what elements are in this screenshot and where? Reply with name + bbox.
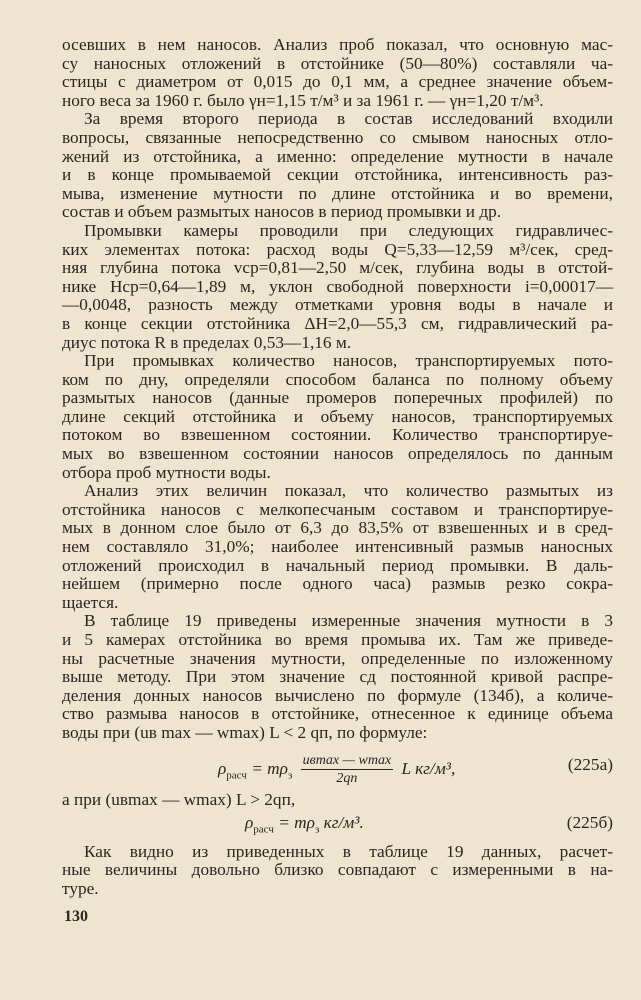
text-line: Как видно из приведенных в таблице 19 данных, расчет- [84, 841, 613, 861]
text-line: отбора проб мутности воды. [62, 462, 271, 482]
paragraph [62, 352, 613, 482]
text-line: диус потока R в пределах 0,53—1,16 м. [62, 332, 352, 352]
text-line: ких элементах потока: расход воды Q=5,33—12,59 м³/сек, сред- [62, 239, 613, 259]
text-line: отложений происходил в начальный период промывки. В даль- [62, 555, 613, 575]
text-line: нике Hср=0,64—1,89 м, уклон свободной поверхности i=0,00017— [62, 276, 613, 296]
equation-number: (225а) [567, 754, 613, 774]
text-line: мых в донном слое было от 6,3 до 83,5% от взвешенных и в сред- [62, 518, 613, 538]
equation-number: (225б) [566, 812, 613, 832]
text-line: При промывках количество наносов, транспортируемых пото- [84, 351, 613, 371]
text-line: ство размыва наносов в отстойнике, отнесенное к единице объема [62, 704, 613, 724]
text-line: нейшем (примерно после одного часа) размыв резко сокра- [62, 574, 613, 594]
text-line: няя глубина потока vср=0,81—2,50 м/сек, глубина воды в отстой- [62, 258, 613, 278]
text-line: отстойника наносов с мелкопесчаным составом и транспортируе- [62, 499, 613, 519]
text-line: стицы с диаметром от 0,015 до 0,1 мм, а среднее значение объем- [62, 72, 613, 92]
text-line: нем составляло 31,0%; наиболее интенсивный размыв наносных [62, 537, 613, 557]
formula-subscript: расч [253, 823, 274, 836]
text-line: и в конце промываемой секции отстойника, интенсивность раз- [62, 165, 613, 185]
text-block-bottom [62, 843, 613, 899]
page-number: 130 [64, 908, 88, 925]
text-line: За время второго периода в состав исследований входили [84, 109, 613, 129]
formula-225b-expression [245, 813, 364, 835]
formula-condition: а при (uвmax — wmax) L > 2qп, [62, 789, 296, 809]
text-block-top [62, 36, 613, 743]
text-line: размытых наносов (данные промеров поперечных профилей) по [62, 388, 613, 408]
text-line: ного веса за 1960 г. было γн=1,15 т/м³ и за 1961 г. — γн=1,20 т/м³. [62, 90, 544, 110]
text-line: мых во взвешенном состоянии наносов определялось по данным [62, 444, 613, 464]
text-line: —0,0048, разность между отметками уровня воды в начале и [62, 295, 613, 315]
formula-225a-expression [218, 753, 455, 787]
formula-units: кг/м³. [319, 812, 364, 832]
paragraph [62, 843, 613, 899]
formula-fraction [301, 753, 394, 787]
text-line: жений из отстойника, а именно: определение мутности в начале [62, 146, 613, 166]
text-line: в конце секции отстойника ΔH=2,0—55,3 см, гидравлический ра- [62, 313, 613, 333]
text-line: щается. [62, 592, 119, 612]
text-line: потоком во взвешенном состоянии. Количество транспортируе- [62, 425, 613, 445]
formula-symbol: ρ [218, 758, 227, 778]
formula-text: = mρ [273, 812, 315, 832]
paragraph [62, 482, 613, 612]
text-line: су наносных отложений в отстойнике (50—80%) составляли ча- [62, 53, 613, 73]
text-line: деления донных наносов вычислено по формуле (134б), а количе- [62, 685, 613, 705]
page-body [62, 36, 613, 898]
text-line: и 5 камерах отстойника во время промыва их. Там же приведе- [62, 630, 613, 649]
text-line: ны расчетные значения мутности, определенные по изложенному [62, 648, 613, 668]
fraction-numerator: uвmax — wmax [302, 752, 392, 768]
formula-symbol: ρ [245, 812, 254, 832]
formula-subscript: з [287, 768, 293, 781]
text-line: вопросы, связанные непосредственно со смывом наносных отло- [62, 127, 613, 147]
formula-text: = mρ [246, 758, 288, 778]
formula-subscript: з [314, 823, 320, 836]
paragraph [62, 110, 613, 222]
paragraph [62, 612, 613, 742]
paragraph [62, 36, 613, 110]
formula-225a [62, 747, 613, 787]
text-line: состав и объем размытых наносов в период промывки и др. [62, 202, 502, 222]
fraction-denominator: 2qп [336, 770, 358, 786]
text-line: Анализ этих величин показал, что количество размытых из [84, 481, 613, 501]
formula-225b [62, 811, 613, 837]
text-line: туре. [62, 878, 99, 898]
text-line: осевших в нем наносов. Анализ проб показал, что основную мас- [62, 35, 613, 54]
text-line: ные величины довольно близко совпадают с измеренными в на- [62, 860, 613, 880]
paragraph [62, 222, 613, 352]
text-line: В таблице 19 приведены измеренные значения мутности в 3 [84, 611, 613, 631]
text-line: ком по дну, определяли способом баланса по полному объему [62, 369, 613, 389]
text-line: Промывки камеры проводили при следующих гидравличес- [84, 220, 613, 240]
text-line: длине секций отстойника и объему наносов, транспортируемых [62, 406, 613, 426]
text-line: воды при (uв max — wmax) L < 2 qп, по формуле: [62, 722, 428, 742]
formula-subscript: расч [226, 768, 247, 781]
text-line: мыва, изменение мутности по длине отстойника и во времени, [62, 183, 613, 203]
text-line: выше методу. При этом значение cд постоянной кривой распре- [62, 667, 613, 687]
formula-units: L кг/м³, [401, 758, 456, 778]
